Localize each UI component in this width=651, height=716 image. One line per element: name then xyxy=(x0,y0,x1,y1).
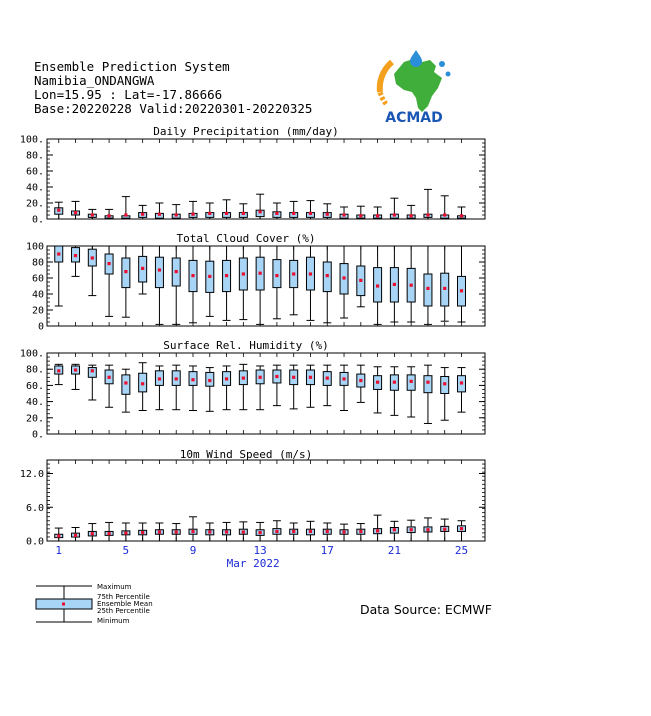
box-day-12 xyxy=(239,246,247,320)
box-day-6 xyxy=(139,205,147,219)
mean-marker xyxy=(242,530,245,533)
mean-marker xyxy=(141,382,144,385)
box-day-17 xyxy=(323,246,331,323)
mean-marker xyxy=(107,262,110,265)
mean-marker xyxy=(57,209,60,212)
box-day-19 xyxy=(357,246,365,307)
box-day-9 xyxy=(189,201,197,219)
mean-marker xyxy=(460,214,463,217)
mean-marker xyxy=(359,279,362,282)
box-day-18 xyxy=(340,524,348,541)
mean-marker xyxy=(74,254,77,257)
box-day-10 xyxy=(206,368,214,412)
legend-p75: 75th Percentile xyxy=(97,593,150,601)
box-day-14 xyxy=(273,365,281,406)
box-day-1 xyxy=(55,364,63,384)
box-day-10 xyxy=(206,523,214,541)
panel-title: Surface Rel. Humidity (%) xyxy=(163,339,329,352)
box-day-19 xyxy=(357,206,365,219)
x-tick-label: 21 xyxy=(387,544,402,557)
x-tick-label: 13 xyxy=(253,544,267,557)
mean-marker xyxy=(342,377,345,380)
mean-marker xyxy=(158,530,161,533)
iqr-box xyxy=(122,375,130,394)
box-day-14 xyxy=(273,203,281,219)
mean-marker xyxy=(359,379,362,382)
box-day-5 xyxy=(122,197,130,219)
y-tick-label: 40. xyxy=(25,182,44,194)
mean-marker xyxy=(309,530,312,533)
mean-marker xyxy=(259,376,262,379)
mean-marker xyxy=(57,369,60,372)
box-day-3 xyxy=(88,524,96,541)
box-day-12 xyxy=(239,522,247,541)
box-day-6 xyxy=(139,363,147,411)
x-tick-label: 25 xyxy=(454,544,469,557)
mean-marker xyxy=(393,283,396,286)
y-tick-label: 20 xyxy=(31,305,44,317)
box-day-12 xyxy=(239,364,247,409)
box-day-20 xyxy=(374,515,382,541)
plot-frame xyxy=(47,139,485,219)
mean-marker xyxy=(359,214,362,217)
box-day-23 xyxy=(424,518,432,541)
box-day-4 xyxy=(105,246,113,316)
mean-marker xyxy=(91,213,94,216)
mean-marker xyxy=(309,272,312,275)
box-day-24 xyxy=(441,196,449,219)
mean-marker xyxy=(326,530,329,533)
box-day-4 xyxy=(105,209,113,219)
mean-marker xyxy=(259,531,262,534)
box-day-16 xyxy=(306,521,314,541)
box-day-1 xyxy=(55,202,63,219)
mean-marker xyxy=(225,274,228,277)
mean-marker xyxy=(124,213,127,216)
mean-marker xyxy=(124,381,127,384)
box-day-14 xyxy=(273,246,281,319)
y-tick-label: 40. xyxy=(25,397,44,409)
mean-marker xyxy=(191,213,194,216)
box-day-23 xyxy=(424,365,432,423)
mean-marker xyxy=(91,369,94,372)
mean-marker xyxy=(376,529,379,532)
mean-marker xyxy=(208,275,211,278)
box-day-9 xyxy=(189,366,197,411)
mean-marker xyxy=(460,289,463,292)
mean-marker xyxy=(359,530,362,533)
box-day-7 xyxy=(155,523,163,541)
mean-marker xyxy=(376,214,379,217)
panel-1 xyxy=(20,125,485,226)
box-day-22 xyxy=(407,205,415,219)
y-tick-label: 0 xyxy=(37,321,44,333)
y-tick-label: 100. xyxy=(19,134,44,146)
iqr-box xyxy=(88,368,96,378)
mean-marker xyxy=(107,214,110,217)
mean-marker xyxy=(410,528,413,531)
mean-marker xyxy=(191,378,194,381)
box-day-11 xyxy=(223,200,231,219)
mean-marker xyxy=(460,527,463,530)
mean-marker xyxy=(426,381,429,384)
box-day-11 xyxy=(223,246,231,320)
legend-max: Maximum xyxy=(97,583,132,591)
mean-marker xyxy=(292,376,295,379)
mean-marker xyxy=(443,287,446,290)
y-tick-label: 80. xyxy=(25,150,44,162)
plot-frame xyxy=(47,460,485,541)
box-day-13 xyxy=(256,366,264,410)
box-day-1 xyxy=(55,528,63,541)
mean-marker xyxy=(410,380,413,383)
mean-marker xyxy=(208,530,211,533)
box-day-2 xyxy=(72,201,80,219)
y-tick-label: 0. xyxy=(31,429,44,441)
mean-marker xyxy=(275,530,278,533)
y-tick-label: 100 xyxy=(25,241,44,253)
box-day-2 xyxy=(72,528,80,542)
mean-marker xyxy=(376,381,379,384)
box-day-17 xyxy=(323,523,331,541)
box-day-5 xyxy=(122,523,130,541)
mean-marker xyxy=(124,532,127,535)
logo-text: ACMAD xyxy=(385,110,443,126)
y-tick-label: 60 xyxy=(31,273,44,285)
mean-marker xyxy=(309,376,312,379)
mean-marker xyxy=(225,377,228,380)
y-tick-label: 0. xyxy=(31,214,44,226)
panel-3 xyxy=(20,339,485,441)
mean-marker xyxy=(259,272,262,275)
mean-marker xyxy=(342,213,345,216)
box-day-14 xyxy=(273,521,281,541)
mean-marker xyxy=(225,530,228,533)
box-day-9 xyxy=(189,517,197,541)
box-day-24 xyxy=(441,368,449,421)
box-day-21 xyxy=(390,367,398,416)
mean-marker xyxy=(242,377,245,380)
box-day-13 xyxy=(256,194,264,219)
mean-marker xyxy=(426,213,429,216)
box-day-15 xyxy=(290,201,298,219)
y-tick-label: 40 xyxy=(31,289,44,301)
box-day-1 xyxy=(55,246,63,306)
mean-marker xyxy=(326,274,329,277)
mean-marker xyxy=(91,256,94,259)
mean-marker xyxy=(158,377,161,380)
mean-marker xyxy=(242,212,245,215)
box-day-3 xyxy=(88,246,96,296)
box-day-18 xyxy=(340,207,348,219)
iqr-box xyxy=(424,376,432,393)
box-day-18 xyxy=(340,246,348,318)
mean-marker xyxy=(158,213,161,216)
mean-marker xyxy=(191,530,194,533)
box-day-20 xyxy=(374,207,382,219)
box-day-7 xyxy=(155,366,163,410)
box-day-4 xyxy=(105,365,113,407)
box-day-23 xyxy=(424,189,432,219)
mean-marker xyxy=(326,213,329,216)
panel-title: Daily Precipitation (mm/day) xyxy=(153,125,339,138)
box-day-11 xyxy=(223,366,231,410)
header-title: Ensemble Prediction System xyxy=(34,59,230,74)
box-day-8 xyxy=(172,205,180,219)
mean-marker xyxy=(443,213,446,216)
mean-marker xyxy=(259,210,262,213)
box-day-2 xyxy=(72,364,80,389)
y-tick-label: 100. xyxy=(19,348,44,360)
box-day-12 xyxy=(239,204,247,219)
y-tick-label: 60. xyxy=(25,380,44,392)
box-day-6 xyxy=(139,246,147,294)
x-tick-label: 9 xyxy=(189,544,197,557)
mean-marker xyxy=(393,528,396,531)
header-coordinates: Lon=15.95 : Lat=-17.86666 xyxy=(34,87,223,102)
panel-title: 10m Wind Speed (m/s) xyxy=(179,448,313,461)
mean-marker xyxy=(275,274,278,277)
box-day-23 xyxy=(424,246,432,324)
box-day-15 xyxy=(290,246,298,315)
mean-marker xyxy=(410,284,413,287)
mean-marker xyxy=(158,268,161,271)
iqr-box xyxy=(155,257,163,287)
mean-marker xyxy=(443,528,446,531)
box-day-22 xyxy=(407,246,415,322)
mean-marker xyxy=(107,376,110,379)
mean-marker xyxy=(91,532,94,535)
y-tick-label: 12.0 xyxy=(19,469,44,480)
y-tick-label: 0.0 xyxy=(25,536,44,548)
mean-marker xyxy=(275,212,278,215)
mean-marker xyxy=(107,532,110,535)
mean-marker xyxy=(141,531,144,534)
mean-marker xyxy=(275,375,278,378)
panel-title: Total Cloud Cover (%) xyxy=(176,232,316,245)
box-day-25 xyxy=(458,246,466,322)
box-day-19 xyxy=(357,524,365,541)
mean-marker xyxy=(460,381,463,384)
mean-marker xyxy=(393,213,396,216)
mean-marker xyxy=(292,530,295,533)
box-day-3 xyxy=(88,209,96,219)
mean-marker xyxy=(208,212,211,215)
mean-marker xyxy=(376,284,379,287)
mean-marker xyxy=(124,270,127,273)
box-day-4 xyxy=(105,522,113,541)
box-day-20 xyxy=(374,246,382,324)
box-day-22 xyxy=(407,520,415,541)
mean-marker xyxy=(208,379,211,382)
box-day-13 xyxy=(256,246,264,324)
mean-marker xyxy=(292,272,295,275)
box-day-3 xyxy=(88,365,96,400)
box-day-13 xyxy=(256,522,264,541)
x-tick-label: 5 xyxy=(122,544,130,557)
mean-marker xyxy=(342,530,345,533)
mean-marker xyxy=(175,377,178,380)
box-day-8 xyxy=(172,365,180,410)
box-day-19 xyxy=(357,365,365,402)
box-day-7 xyxy=(155,246,163,324)
mean-marker xyxy=(426,528,429,531)
mean-marker xyxy=(74,368,77,371)
mean-marker xyxy=(426,287,429,290)
y-tick-label: 80. xyxy=(25,364,44,376)
box-day-10 xyxy=(206,246,214,316)
mean-marker xyxy=(410,214,413,217)
header-dates: Base:20220228 Valid:20220301-20220325 xyxy=(34,101,313,116)
box-day-20 xyxy=(374,367,382,413)
x-axis-label: Mar 2022 xyxy=(226,557,280,570)
y-tick-label: 20. xyxy=(25,413,44,425)
panel-2 xyxy=(26,232,485,333)
data-source: Data Source: ECMWF xyxy=(360,602,492,617)
mean-marker xyxy=(57,534,60,537)
box-day-17 xyxy=(323,204,331,219)
mean-marker xyxy=(74,211,77,214)
mean-marker xyxy=(309,212,312,215)
box-day-25 xyxy=(458,207,466,219)
box-day-5 xyxy=(122,369,130,412)
mean-marker xyxy=(443,382,446,385)
mean-marker xyxy=(242,272,245,275)
box-day-25 xyxy=(458,368,466,413)
mean-marker xyxy=(141,267,144,270)
mean-marker xyxy=(175,213,178,216)
box-day-5 xyxy=(122,246,130,317)
box-day-10 xyxy=(206,203,214,219)
box-day-16 xyxy=(306,365,314,407)
iqr-box xyxy=(273,260,281,288)
box-day-18 xyxy=(340,365,348,410)
panel-4 xyxy=(20,448,485,570)
y-tick-label: 60. xyxy=(25,166,44,178)
box-day-24 xyxy=(441,246,449,321)
box-day-8 xyxy=(172,524,180,541)
box-day-15 xyxy=(290,365,298,409)
x-tick-label: 1 xyxy=(55,544,63,557)
box-day-9 xyxy=(189,246,197,323)
y-tick-label: 6.0 xyxy=(25,502,44,514)
box-day-11 xyxy=(223,522,231,541)
box-day-7 xyxy=(155,203,163,219)
mean-marker xyxy=(393,381,396,384)
legend-min: Minimum xyxy=(97,617,130,625)
mean-marker xyxy=(326,377,329,380)
mean-marker xyxy=(225,212,228,215)
box-day-21 xyxy=(390,521,398,541)
box-day-15 xyxy=(290,523,298,541)
mean-marker xyxy=(342,276,345,279)
mean-marker xyxy=(175,270,178,273)
y-tick-label: 80 xyxy=(31,257,44,269)
box-day-22 xyxy=(407,367,415,417)
box-day-16 xyxy=(306,246,314,320)
mean-marker xyxy=(141,213,144,216)
legend-p25: 25th Percentile xyxy=(97,607,150,615)
mean-marker xyxy=(191,274,194,277)
header-station: Namibia_ONDANGWA xyxy=(34,73,155,88)
box-day-8 xyxy=(172,246,180,324)
x-tick-label: 17 xyxy=(320,544,334,557)
legend-mean: Ensemble Mean xyxy=(97,600,153,608)
box-day-25 xyxy=(458,521,466,541)
mean-marker xyxy=(57,252,60,255)
mean-marker xyxy=(292,212,295,215)
box-day-21 xyxy=(390,246,398,322)
legend-boxplot xyxy=(0,580,100,630)
mean-marker xyxy=(74,534,77,537)
box-day-21 xyxy=(390,198,398,219)
box-day-24 xyxy=(441,519,449,541)
y-tick-label: 20. xyxy=(25,198,44,210)
box-day-16 xyxy=(306,201,314,219)
mean-marker xyxy=(175,530,178,533)
box-day-6 xyxy=(139,523,147,541)
box-day-2 xyxy=(72,246,80,276)
box-day-17 xyxy=(323,365,331,406)
